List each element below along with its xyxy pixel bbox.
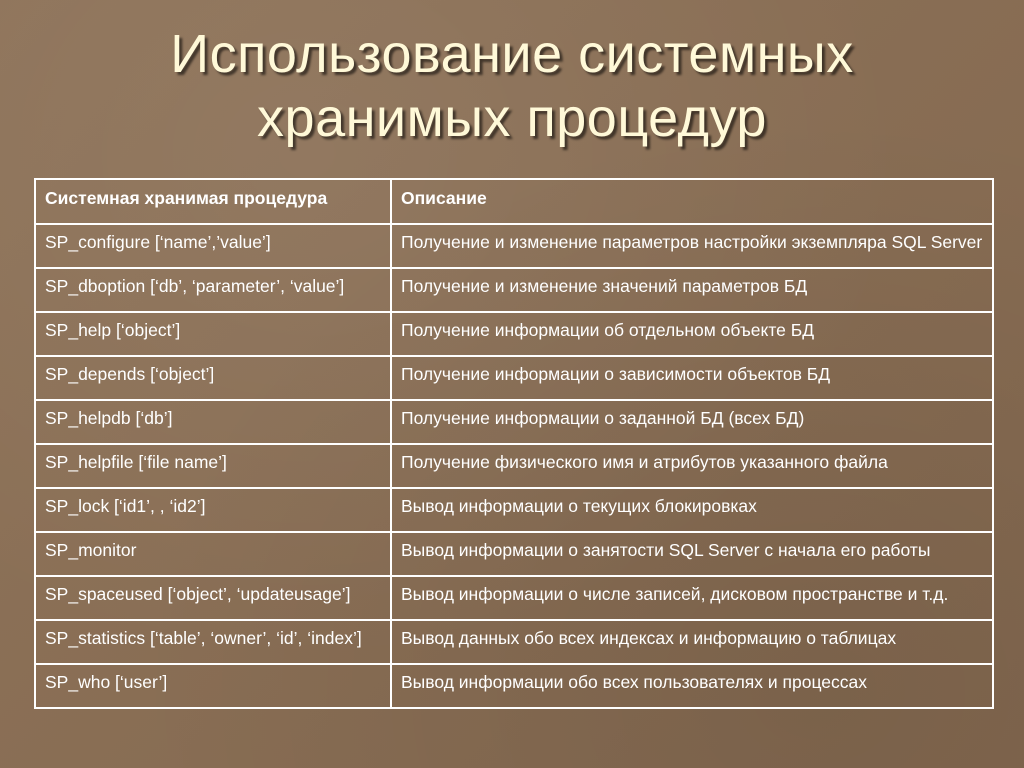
table-row (35, 268, 993, 312)
description-cell: Вывод данных обо всех индексах и информацию о таблицах (391, 620, 993, 664)
procedure-cell: SP_spaceused [‘object’, ‘updateusage’] (35, 576, 391, 620)
slide-title (0, 22, 1024, 150)
slide-title-line-2: хранимых процедур (257, 88, 767, 148)
procedure-cell: SP_who [‘user’] (35, 664, 391, 708)
column-header-procedure: Системная хранимая процедура (35, 179, 391, 224)
table-row (35, 664, 993, 708)
table-row (35, 356, 993, 400)
description-cell: Вывод информации о занятости SQL Server с начала его работы (391, 532, 993, 576)
table-row (35, 620, 993, 664)
table-row (35, 576, 993, 620)
table-row (35, 532, 993, 576)
procedures-table (34, 178, 994, 709)
description-cell: Получение физического имя и атрибутов указанного файла (391, 444, 993, 488)
table-row (35, 488, 993, 532)
procedure-cell: SP_statistics [‘table’, ‘owner’, ‘id’, ‘index’] (35, 620, 391, 664)
table-row (35, 224, 993, 268)
procedure-cell: SP_helpfile [‘file name’] (35, 444, 391, 488)
procedure-cell: SP_help [‘object’] (35, 312, 391, 356)
procedure-cell: SP_monitor (35, 532, 391, 576)
table-header-row (35, 179, 993, 224)
description-cell: Вывод информации обо всех пользователях и процессах (391, 664, 993, 708)
procedure-cell: SP_dboption [‘db’, ‘parameter’, ‘value’] (35, 268, 391, 312)
table-row (35, 400, 993, 444)
description-cell: Получение информации об отдельном объекте БД (391, 312, 993, 356)
description-cell: Получение информации о заданной БД (всех БД) (391, 400, 993, 444)
procedure-cell: SP_configure [‘name’,’value’] (35, 224, 391, 268)
description-cell: Вывод информации о числе записей, дисковом пространстве и т.д. (391, 576, 993, 620)
table-row (35, 444, 993, 488)
description-cell: Вывод информации о текущих блокировках (391, 488, 993, 532)
description-cell: Получение информации о зависимости объектов БД (391, 356, 993, 400)
procedure-cell: SP_depends [‘object’] (35, 356, 391, 400)
procedure-cell: SP_lock [‘id1’, , ‘id2’] (35, 488, 391, 532)
description-cell: Получение и изменение значений параметров БД (391, 268, 993, 312)
slide-title-line-1: Использование системных (170, 24, 854, 84)
column-header-description: Описание (391, 179, 993, 224)
description-cell: Получение и изменение параметров настройки экземпляра SQL Server (391, 224, 993, 268)
table-row (35, 312, 993, 356)
procedure-cell: SP_helpdb [‘db’] (35, 400, 391, 444)
